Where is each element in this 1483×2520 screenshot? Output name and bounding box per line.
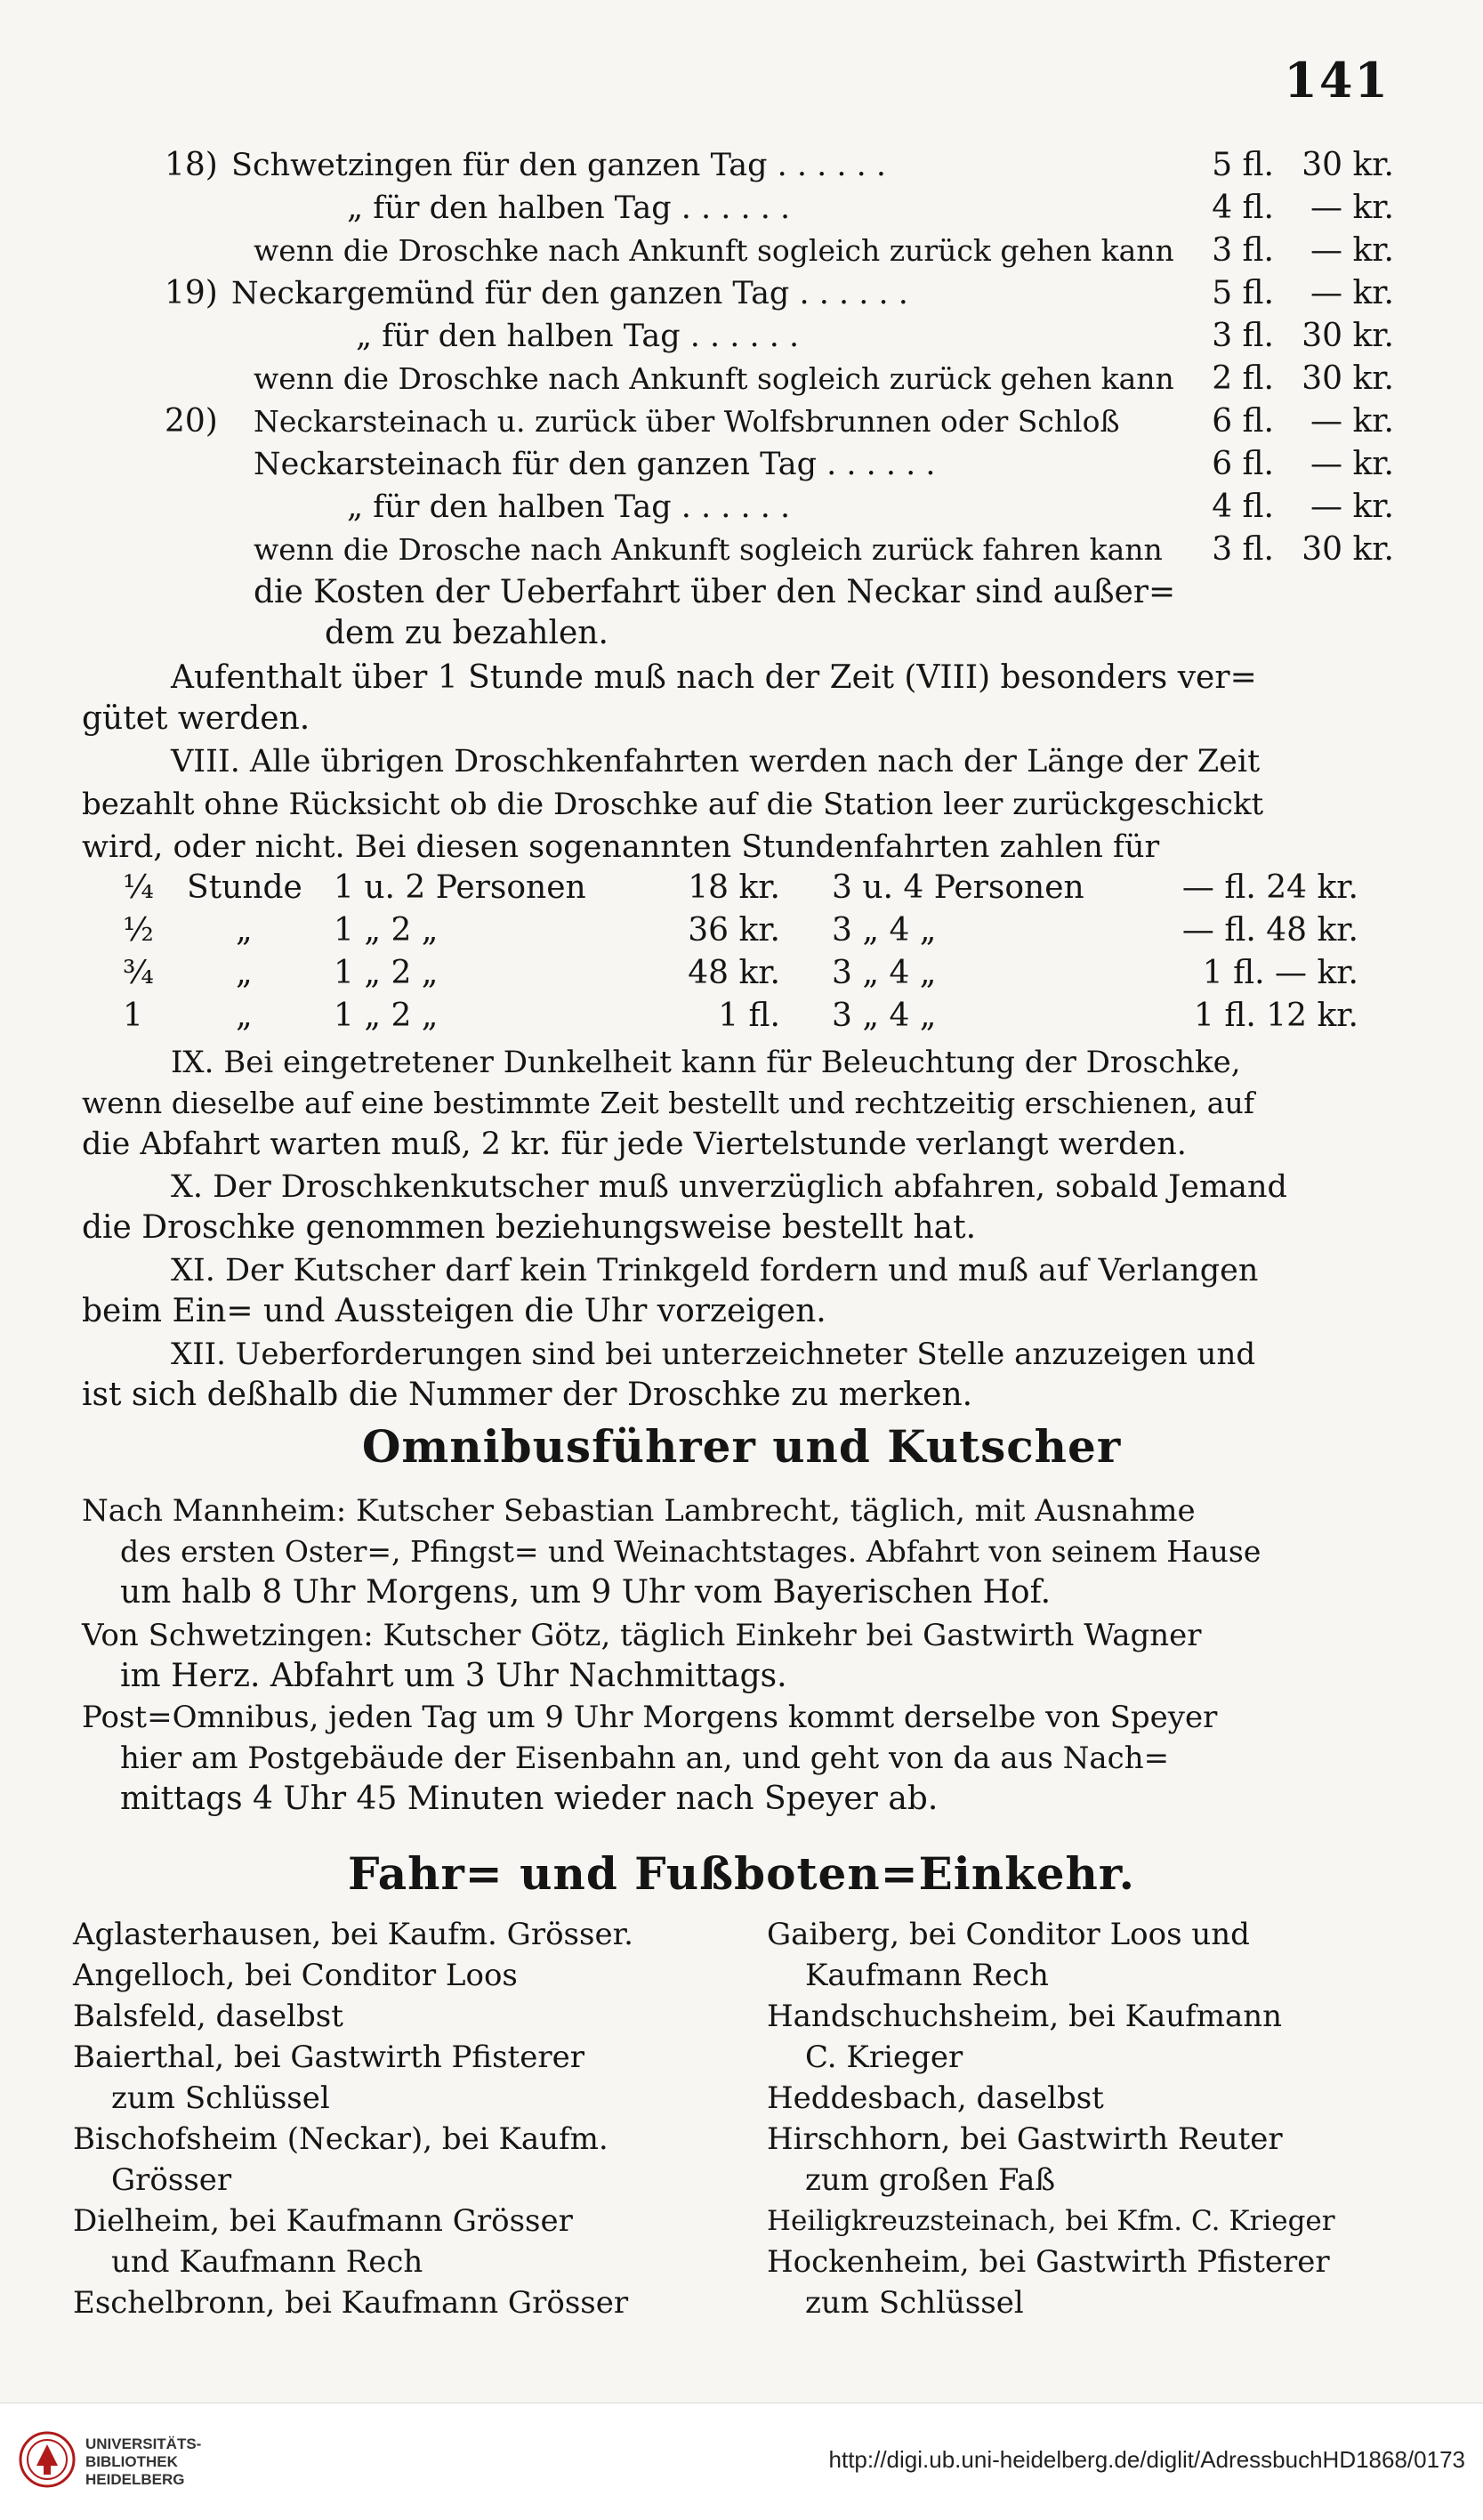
fare-fl: 6 fl. [1212, 403, 1274, 440]
fare-number: 20) [165, 403, 218, 440]
fare-text: Neckarsteinach für den ganzen Tag . . . . . . [254, 447, 936, 482]
library-name [85, 2435, 201, 2489]
library-name-line: HEIDELBERG [85, 2471, 185, 2488]
fare-number: 18) [165, 147, 218, 183]
hourly-price-b: — fl. 48 kr. [1181, 912, 1358, 949]
left-entry: und Kaufmann Rech [111, 2244, 423, 2280]
fare-kr: — kr. [1310, 232, 1394, 269]
hourly-unit: Stunde [187, 869, 302, 906]
hourly-duration: 1 [123, 998, 143, 1034]
hourly-price-b: — fl. 24 kr. [1181, 869, 1358, 906]
fare-kr: — kr. [1310, 403, 1394, 440]
section-x: X. Der Droschkenkutscher muß unverzüglich abfahren, sobald Jemand [171, 1169, 1287, 1205]
fare-fl: 4 fl. [1212, 190, 1274, 226]
right-entry: Kaufmann Rech [805, 1958, 1049, 1993]
ferry-note: dem zu bezahlen. [325, 615, 609, 651]
right-entry: Heddesbach, daselbst [767, 2080, 1104, 2116]
left-entry: Aglasterhausen, bei Kaufm. Grösser. [73, 1917, 633, 1952]
hourly-price-a: 18 kr. [688, 869, 780, 906]
hourly-unit: „ [236, 955, 253, 991]
fare-kr: — kr. [1310, 446, 1394, 482]
stay-note: gütet werden. [82, 700, 310, 737]
fare-fl: 3 fl. [1212, 318, 1274, 354]
heading-omnibus: Omnibusführer und Kutscher [361, 1420, 1122, 1473]
omnibus-line: im Herz. Abfahrt um 3 Uhr Nachmittags. [120, 1658, 787, 1694]
hourly-unit: „ [236, 998, 253, 1034]
section-viii: wird, oder nicht. Bei diesen sogenannten Stundenfahrten zahlen für [82, 829, 1160, 865]
section-xi: beim Ein= und Aussteigen die Uhr vorzeigen. [82, 1293, 826, 1329]
fare-text: „ für den halben Tag . . . . . . [347, 489, 791, 525]
fare-text: Schwetzingen für den ganzen Tag . . . . . . [231, 148, 886, 183]
fare-text: wenn die Droschke nach Ankunft sogleich zurück gehen kann [254, 233, 1174, 268]
fare-text: wenn die Drosche nach Ankunft sogleich zurück fahren kann [254, 532, 1163, 567]
right-entry: C. Krieger [805, 2039, 963, 2075]
fare-number: 19) [165, 275, 218, 311]
section-x: die Droschke genommen beziehungsweise bestellt hat. [82, 1209, 977, 1246]
fare-fl: 5 fl. [1212, 147, 1274, 183]
left-entry: Grösser [111, 2162, 232, 2198]
right-entry: Hirschhorn, bei Gastwirth Reuter [767, 2121, 1283, 2157]
stay-note: Aufenthalt über 1 Stunde muß nach der Zeit (VIII) besonders ver= [171, 659, 1257, 696]
omnibus-line: hier am Postgebäude der Eisenbahn an, und geht von da aus Nach= [120, 1741, 1170, 1776]
fare-fl: 3 fl. [1212, 531, 1274, 568]
footer-bar [0, 2403, 1483, 2520]
omnibus-line: Nach Mannheim: Kutscher Sebastian Lambrecht, täglich, mit Ausnahme [82, 1493, 1196, 1529]
right-entry: Handschuchsheim, bei Kaufmann [767, 1999, 1283, 2034]
section-xii: ist sich deßhalb die Nummer der Droschke zu merken. [82, 1377, 973, 1413]
source-url-link[interactable]: http://digi.ub.uni-heidelberg.de/diglit/AdressbuchHD1868/0173 [828, 2446, 1465, 2473]
fare-kr: 30 kr. [1302, 318, 1394, 354]
hourly-unit: „ [236, 912, 253, 949]
fare-text: „ für den halben Tag . . . . . . [356, 319, 800, 354]
hourly-persons-b: 3 „ 4 „ [832, 955, 937, 991]
section-viii: bezahlt ohne Rücksicht ob die Droschke auf die Station leer zurückgeschickt [82, 787, 1264, 822]
fare-fl: 3 fl. [1212, 232, 1274, 269]
fare-kr: — kr. [1310, 489, 1394, 525]
fare-fl: 4 fl. [1212, 489, 1274, 525]
hourly-persons-b: 3 u. 4 Personen [832, 869, 1084, 906]
hourly-persons-b: 3 „ 4 „ [832, 912, 937, 949]
hourly-persons-b: 3 „ 4 „ [832, 998, 937, 1034]
omnibus-line: mittags 4 Uhr 45 Minuten wieder nach Speyer ab. [120, 1781, 939, 1817]
fare-kr: 30 kr. [1302, 147, 1394, 183]
section-ix: wenn dieselbe auf eine bestimmte Zeit bestellt und rechtzeitig erschienen, auf [82, 1086, 1254, 1120]
omnibus-line: des ersten Oster=, Pfingst= und Weinachtstages. Abfahrt von seinem Hause [120, 1534, 1261, 1569]
right-entry: Gaiberg, bei Conditor Loos und [767, 1917, 1250, 1952]
fare-text: „ für den halben Tag . . . . . . [347, 190, 791, 226]
fare-fl: 2 fl. [1212, 360, 1274, 397]
left-entry: Baierthal, bei Gastwirth Pfisterer [73, 2039, 584, 2075]
left-entry: Eschelbronn, bei Kaufmann Grösser [73, 2285, 629, 2321]
hourly-price-a: 48 kr. [688, 955, 780, 991]
hourly-persons-a: 1 „ 2 „ [334, 912, 439, 949]
fare-text: Neckarsteinach u. zurück über Wolfsbrunnen oder Schloß [254, 404, 1120, 439]
right-entry: Heiligkreuzsteinach, bei Kfm. C. Krieger [767, 2205, 1335, 2237]
hourly-duration: ½ [123, 912, 154, 949]
left-entry: zum Schlüssel [111, 2080, 330, 2116]
fare-text: Neckargemünd für den ganzen Tag . . . . . . [231, 276, 908, 311]
right-entry: zum großen Faß [805, 2162, 1056, 2198]
omnibus-line: Von Schwetzingen: Kutscher Götz, täglich Einkehr bei Gastwirth Wagner [82, 1618, 1202, 1653]
fare-kr: 30 kr. [1302, 531, 1394, 568]
fare-kr: — kr. [1310, 275, 1394, 311]
section-xi: XI. Der Kutscher darf kein Trinkgeld fordern und muß auf Verlangen [171, 1253, 1259, 1288]
right-entry: zum Schlüssel [805, 2285, 1024, 2321]
library-seal-icon [18, 2430, 77, 2489]
hourly-price-b: 1 fl. — kr. [1202, 955, 1358, 991]
hourly-price-a: 36 kr. [688, 912, 780, 949]
fare-fl: 5 fl. [1212, 275, 1274, 311]
left-entry: Angelloch, bei Conditor Loos [73, 1958, 518, 1993]
section-xii: XII. Ueberforderungen sind bei unterzeichneter Stelle anzuzeigen und [171, 1337, 1256, 1372]
fare-fl: 6 fl. [1212, 446, 1274, 482]
fare-kr: — kr. [1310, 190, 1394, 226]
library-name-line: BIBLIOTHEK [85, 2453, 178, 2470]
fare-kr: 30 kr. [1302, 360, 1394, 397]
heading-fahr: Fahr= und Fußboten=Einkehr. [347, 1847, 1136, 1900]
hourly-duration: ¾ [123, 955, 154, 991]
omnibus-line: Post=Omnibus, jeden Tag um 9 Uhr Morgens kommt derselbe von Speyer [82, 1700, 1218, 1735]
hourly-price-b: 1 fl. 12 kr. [1193, 998, 1358, 1034]
hourly-duration: ¼ [123, 869, 154, 906]
hourly-persons-a: 1 „ 2 „ [334, 998, 439, 1034]
section-ix: die Abfahrt warten muß, 2 kr. für jede Viertelstunde verlangt werden. [82, 1127, 1187, 1162]
omnibus-line: um halb 8 Uhr Morgens, um 9 Uhr vom Bayerischen Hof. [120, 1574, 1052, 1611]
section-ix: IX. Bei eingetretener Dunkelheit kann für Beleuchtung der Droschke, [171, 1045, 1241, 1080]
fare-text: wenn die Droschke nach Ankunft sogleich zurück gehen kann [254, 361, 1174, 396]
left-entry: Balsfeld, daselbst [73, 1999, 343, 2034]
ferry-note: die Kosten der Ueberfahrt über den Neckar sind außer= [254, 574, 1176, 610]
hourly-persons-a: 1 „ 2 „ [334, 955, 439, 991]
left-entry: Dielheim, bei Kaufmann Grösser [73, 2203, 573, 2239]
hourly-persons-a: 1 u. 2 Personen [334, 869, 586, 906]
right-entry: Hockenheim, bei Gastwirth Pfisterer [767, 2244, 1330, 2280]
hourly-price-a: 1 fl. [718, 998, 780, 1034]
library-name-line: UNIVERSITÄTS- [85, 2435, 202, 2452]
page-number: 141 [1284, 52, 1390, 109]
left-entry: Bischofsheim (Neckar), bei Kaufm. [73, 2121, 609, 2157]
section-viii: VIII. Alle übrigen Droschkenfahrten werden nach der Länge der Zeit [171, 744, 1261, 779]
